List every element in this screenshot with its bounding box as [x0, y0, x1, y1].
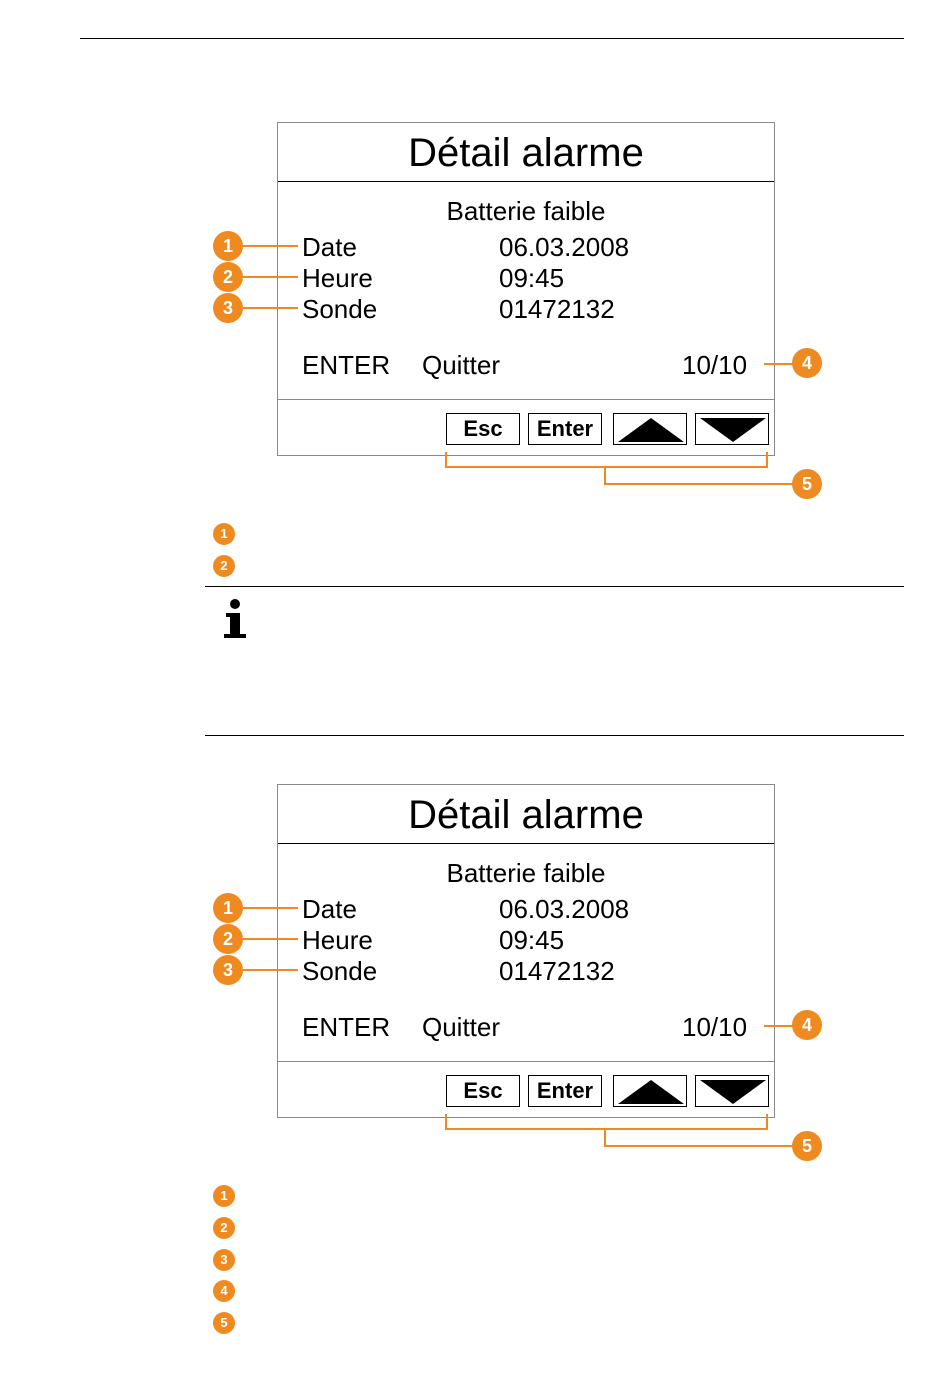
enter-label: ENTER — [302, 350, 391, 380]
info-bottom-rule — [205, 735, 904, 736]
leader-4 — [764, 1025, 794, 1027]
row-value-heure: 09:45 — [499, 925, 565, 955]
leader-2 — [243, 938, 298, 940]
callout-4: 4 — [792, 348, 822, 378]
legend-callout-2: 2 — [213, 555, 235, 577]
leader-1 — [243, 245, 298, 247]
row-value-sonde: 01472132 — [499, 956, 615, 986]
row-label-date: Date — [302, 232, 357, 262]
quit-label: Quitter — [422, 350, 501, 380]
callout-2: 2 — [213, 262, 243, 292]
keys-bracket — [445, 1114, 768, 1130]
row-value-sonde: 01472132 — [499, 294, 615, 324]
page-counter: 10/10 — [682, 350, 748, 380]
callout-3: 3 — [213, 955, 243, 985]
row-label-heure: Heure — [302, 925, 373, 955]
callout-5: 5 — [792, 469, 822, 499]
callout-4: 4 — [792, 1010, 822, 1040]
screen-title: Détail alarme — [278, 123, 774, 182]
legend-callout-1: 1 — [213, 523, 235, 545]
row-label-heure: Heure — [302, 263, 373, 293]
callout-1: 1 — [213, 893, 243, 923]
down-key[interactable] — [695, 1075, 769, 1107]
keys-bracket — [445, 452, 768, 468]
alarm-name: Batterie faible — [446, 858, 606, 888]
info-top-rule — [205, 586, 904, 587]
callout-2: 2 — [213, 924, 243, 954]
esc-key[interactable]: Esc — [446, 413, 520, 445]
leader-5 — [604, 483, 794, 485]
leader-3 — [243, 307, 298, 309]
row-value-date: 06.03.2008 — [499, 894, 630, 924]
down-arrow-icon — [696, 1076, 770, 1108]
legend-callout-3: 3 — [213, 1249, 235, 1271]
esc-key[interactable]: Esc — [446, 1075, 520, 1107]
legend-callout-5: 5 — [213, 1312, 235, 1334]
leader-2 — [243, 276, 298, 278]
alarm-name: Batterie faible — [446, 196, 606, 226]
quit-label: Quitter — [422, 1012, 501, 1042]
callout-3: 3 — [213, 293, 243, 323]
footer-divider — [278, 399, 774, 400]
footer-divider — [278, 1061, 774, 1062]
callout-5: 5 — [792, 1131, 822, 1161]
row-value-heure: 09:45 — [499, 263, 565, 293]
down-arrow-icon — [696, 414, 770, 446]
row-label-date: Date — [302, 894, 357, 924]
up-key[interactable] — [613, 413, 687, 445]
row-label-sonde: Sonde — [302, 294, 378, 324]
leader-1 — [243, 907, 298, 909]
device-screen-2 — [277, 784, 775, 1118]
legend-callout-1: 1 — [213, 1185, 235, 1207]
leader-3 — [243, 969, 298, 971]
screen-title: Détail alarme — [278, 785, 774, 844]
page-counter: 10/10 — [682, 1012, 748, 1042]
leader-4 — [764, 363, 794, 365]
enter-key[interactable]: Enter — [528, 413, 602, 445]
callout-1: 1 — [213, 231, 243, 261]
row-label-sonde: Sonde — [302, 956, 378, 986]
legend-callout-2: 2 — [213, 1217, 235, 1239]
legend-callout-4: 4 — [213, 1280, 235, 1302]
up-arrow-icon — [614, 1076, 688, 1108]
row-value-date: 06.03.2008 — [499, 232, 630, 262]
info-icon — [220, 598, 250, 640]
up-key[interactable] — [613, 1075, 687, 1107]
enter-key[interactable]: Enter — [528, 1075, 602, 1107]
device-screen-1 — [277, 122, 775, 456]
top-rule — [80, 38, 904, 39]
enter-label: ENTER — [302, 1012, 391, 1042]
up-arrow-icon — [614, 414, 688, 446]
leader-5 — [604, 1145, 794, 1147]
down-key[interactable] — [695, 413, 769, 445]
